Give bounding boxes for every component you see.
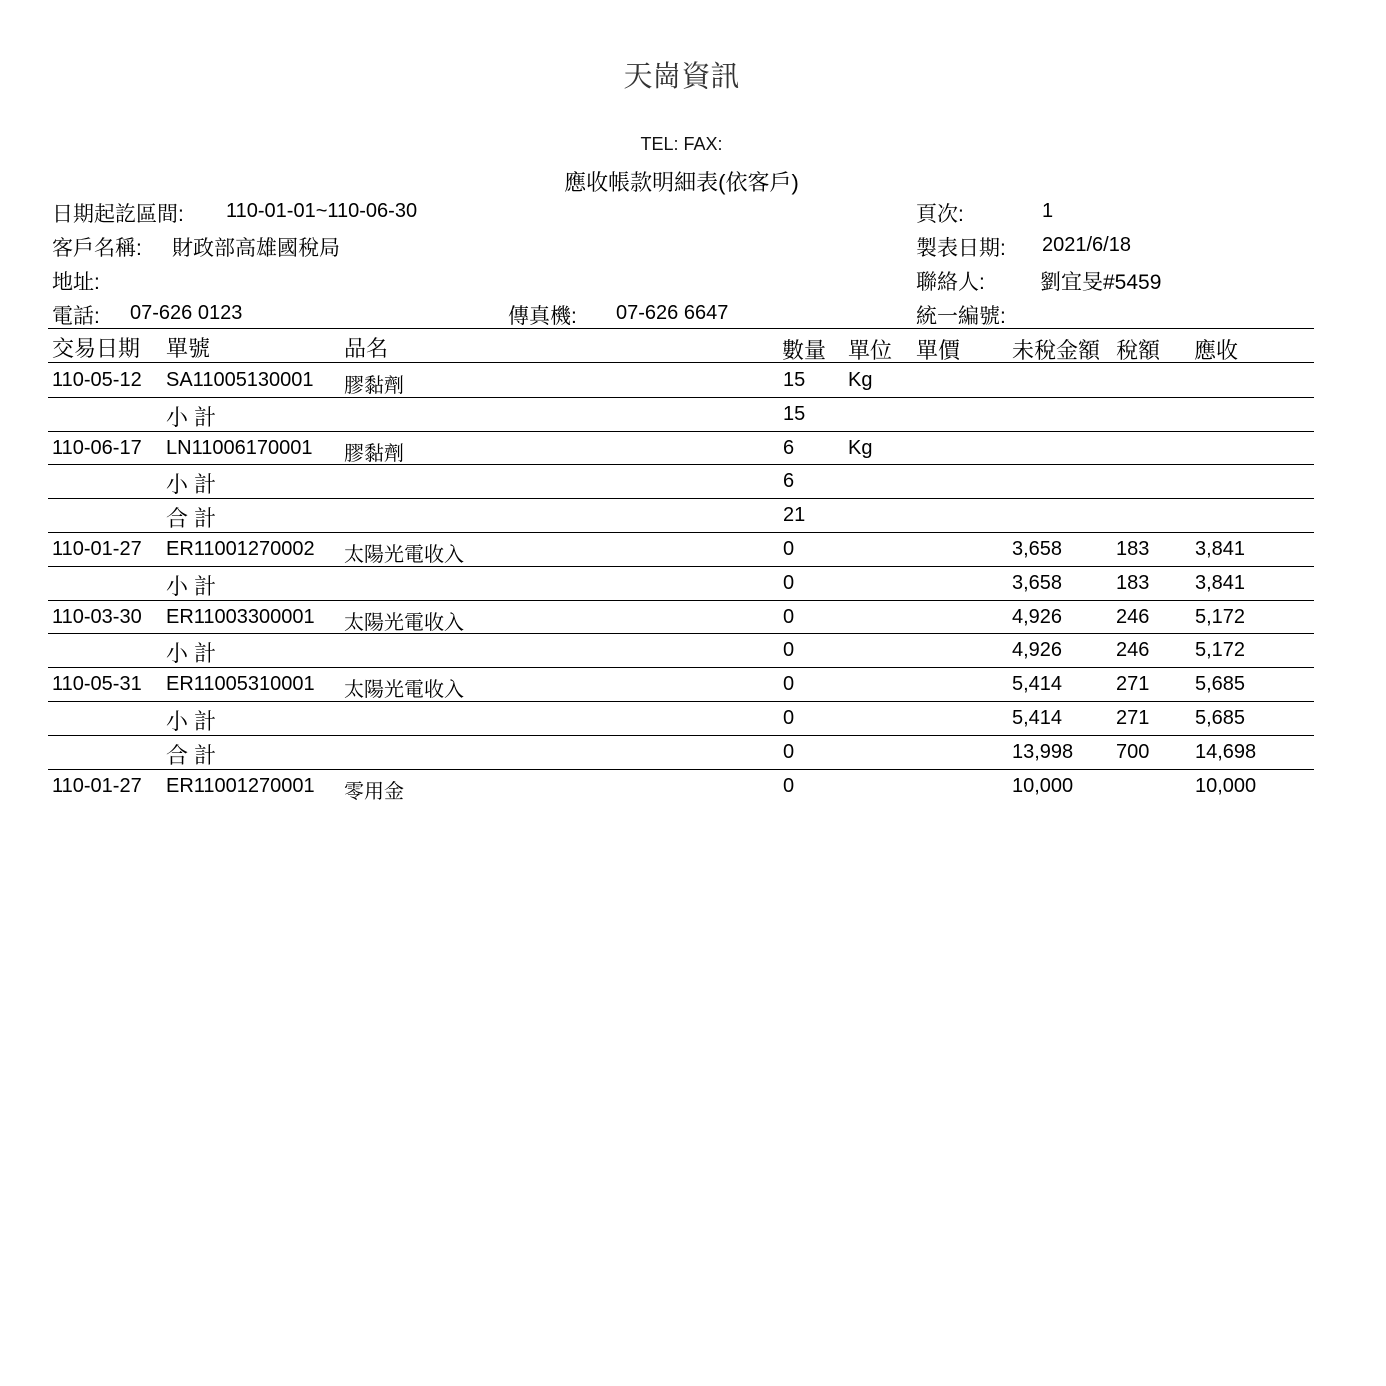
report-title: 應收帳款明細表(依客戶) <box>564 170 799 195</box>
cell-item: 膠黏劑 <box>344 375 404 397</box>
cell-tax: 246 <box>1116 639 1150 662</box>
cell-pretax: 5,414 <box>1012 707 1063 729</box>
col-number: 單號 <box>166 336 211 361</box>
cell-item: 零用金 <box>344 780 404 803</box>
company-name: 天崗資訊 <box>623 59 740 93</box>
col-qty: 數量 <box>782 338 827 363</box>
cell-pretax: 5,414 <box>1012 673 1063 696</box>
col-tax: 稅額 <box>1116 338 1161 363</box>
cell-date: 110-01-27 <box>52 538 142 560</box>
cell-qty: 0 <box>783 740 795 763</box>
table-row <box>0 668 1386 702</box>
cell-receivable: 3,841 <box>1195 538 1246 560</box>
page-value: 1 <box>1042 200 1054 222</box>
cell-receivable: 5,172 <box>1195 639 1246 662</box>
table-row <box>0 432 1386 466</box>
col-unit: 單位 <box>848 338 893 363</box>
col-pretax: 未稅金額 <box>1012 338 1101 363</box>
cell-qty: 15 <box>783 369 806 391</box>
cell-pretax: 13,998 <box>1012 740 1074 763</box>
fax-label: 傳真機: <box>508 305 577 328</box>
cell-qty: 0 <box>783 673 795 696</box>
cell-tax: 183 <box>1116 571 1150 594</box>
customer-label: 客戶名稱: <box>52 237 142 260</box>
cell-date: 110-01-27 <box>52 774 142 797</box>
cell-pretax: 10,000 <box>1012 774 1074 797</box>
cell-date: 110-03-30 <box>52 605 142 628</box>
cell-qty: 15 <box>783 402 806 425</box>
cell-item: 太陽光電收入 <box>344 611 464 634</box>
tax-id-label: 統一編號: <box>916 305 1006 328</box>
cell-item: 膠黏劑 <box>344 442 404 465</box>
cell-receivable: 5,172 <box>1195 605 1246 628</box>
col-item: 品名 <box>344 336 389 361</box>
cell-number: 小 計 <box>166 573 217 599</box>
cell-number: ER11005310001 <box>166 673 315 696</box>
cell-qty: 6 <box>783 436 795 459</box>
print-date-value: 2021/6/18 <box>1042 234 1131 256</box>
table-row <box>0 601 1386 635</box>
col-receivable: 應收 <box>1194 338 1239 363</box>
table-row <box>0 499 1386 533</box>
table-row <box>0 567 1386 601</box>
cell-date: 110-05-12 <box>52 369 142 391</box>
cell-qty: 0 <box>783 639 795 662</box>
table-row <box>0 364 1386 398</box>
cell-number: ER11001270002 <box>166 538 315 560</box>
fax-value: 07-626 6647 <box>616 302 729 324</box>
cell-tax: 246 <box>1116 605 1150 628</box>
cell-number: 小 計 <box>166 472 217 498</box>
cell-number: 合 計 <box>166 506 217 532</box>
cell-tax: 700 <box>1116 740 1150 763</box>
cell-pretax: 4,926 <box>1012 605 1063 628</box>
cell-receivable: 5,685 <box>1195 673 1246 696</box>
header-top-rule <box>48 328 1314 329</box>
cell-pretax: 3,658 <box>1012 538 1063 560</box>
cell-qty: 0 <box>783 707 795 729</box>
cell-receivable: 10,000 <box>1195 774 1257 797</box>
col-date: 交易日期 <box>52 336 141 361</box>
cell-qty: 0 <box>783 774 795 797</box>
cell-qty: 0 <box>783 605 795 628</box>
cell-tax: 183 <box>1116 538 1150 560</box>
contact-label: 聯絡人: <box>916 271 985 294</box>
cell-qty: 0 <box>783 538 795 560</box>
phone-value: 07-626 0123 <box>130 302 243 324</box>
header-bottom-rule <box>48 362 1314 363</box>
cell-item: 太陽光電收入 <box>344 679 464 702</box>
col-price: 單價 <box>916 338 961 363</box>
cell-tax: 271 <box>1116 673 1150 696</box>
cell-number: 小 計 <box>166 709 217 734</box>
cell-date: 110-06-17 <box>52 436 142 459</box>
date-range-value: 110-01-01~110-06-30 <box>226 200 418 222</box>
date-range-label: 日期起訖區間: <box>52 203 184 226</box>
cell-qty: 21 <box>783 504 806 527</box>
cell-number: SA11005130001 <box>166 369 314 391</box>
table-row <box>0 533 1386 567</box>
contact-value: 劉宜旻#5459 <box>1040 271 1162 294</box>
cell-receivable: 14,698 <box>1195 740 1257 763</box>
page-label: 頁次: <box>916 203 964 226</box>
table-row <box>0 634 1386 668</box>
cell-receivable: 5,685 <box>1195 707 1246 729</box>
cell-unit: Kg <box>848 369 873 391</box>
table-row <box>0 398 1386 432</box>
table-row <box>0 770 1386 804</box>
table-row <box>0 736 1386 770</box>
customer-value: 財政部高雄國稅局 <box>172 237 340 260</box>
cell-date: 110-05-31 <box>52 673 142 696</box>
cell-number: 小 計 <box>166 641 217 667</box>
cell-item: 太陽光電收入 <box>344 544 464 566</box>
cell-number: LN11006170001 <box>166 436 313 459</box>
table-row <box>0 702 1386 736</box>
cell-receivable: 3,841 <box>1195 571 1246 594</box>
cell-number: 小 計 <box>166 404 217 430</box>
print-date-label: 製表日期: <box>916 237 1006 260</box>
cell-unit: Kg <box>848 436 873 459</box>
cell-number: ER11003300001 <box>166 605 315 628</box>
cell-number: 合 計 <box>166 742 217 768</box>
cell-qty: 6 <box>783 470 795 493</box>
tel-fax-line: TEL: FAX: <box>640 134 723 154</box>
cell-number: ER11001270001 <box>166 774 315 797</box>
phone-label: 電話: <box>52 305 100 328</box>
table-row <box>0 465 1386 499</box>
address-label: 地址: <box>52 271 100 294</box>
cell-tax: 271 <box>1116 707 1150 729</box>
cell-qty: 0 <box>783 571 795 594</box>
cell-pretax: 3,658 <box>1012 571 1063 594</box>
cell-pretax: 4,926 <box>1012 639 1063 662</box>
